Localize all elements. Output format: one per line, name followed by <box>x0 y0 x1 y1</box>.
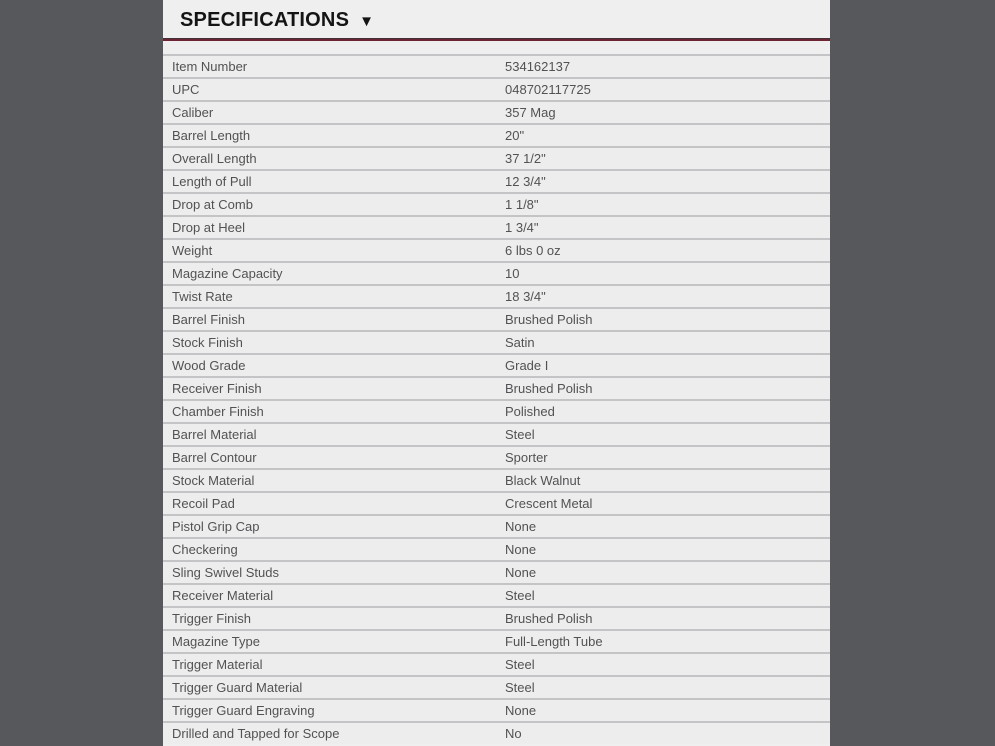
specifications-title: SPECIFICATIONS <box>180 9 350 31</box>
spec-row <box>163 399 830 422</box>
spec-value: 357 Mag <box>505 105 556 120</box>
spec-row <box>163 54 830 77</box>
spec-value: 18 3/4" <box>505 289 546 304</box>
spec-value: Steel <box>505 588 535 603</box>
spec-value: Satin <box>505 335 535 350</box>
spec-value: None <box>505 703 537 718</box>
spec-value: 6 lbs 0 oz <box>505 243 561 258</box>
spec-label: Recoil Pad <box>172 496 235 511</box>
spec-row <box>163 307 830 330</box>
spec-label: Trigger Material <box>172 657 263 672</box>
spec-row <box>163 123 830 146</box>
spec-row <box>163 146 830 169</box>
spec-row <box>163 560 830 583</box>
spec-label: Weight <box>172 243 213 258</box>
spec-row <box>163 606 830 629</box>
spec-label: Caliber <box>172 105 214 120</box>
spec-row <box>163 215 830 238</box>
spec-value: Steel <box>505 657 535 672</box>
spec-row <box>163 514 830 537</box>
spec-row <box>163 169 830 192</box>
spec-row <box>163 422 830 445</box>
spec-label: Barrel Finish <box>172 312 245 327</box>
spec-label: Pistol Grip Cap <box>172 519 260 534</box>
spec-value: Brushed Polish <box>505 312 593 327</box>
spec-value: No <box>505 726 522 741</box>
spec-label: Barrel Contour <box>172 450 257 465</box>
spec-value: Polished <box>505 404 555 419</box>
spec-label: Length of Pull <box>172 174 252 189</box>
specs-table <box>163 54 830 744</box>
spec-label: Wood Grade <box>172 358 246 373</box>
spec-label: Drilled and Tapped for Scope <box>172 726 340 741</box>
spec-value: None <box>505 519 537 534</box>
collapse-arrow-icon: ▼ <box>359 13 374 30</box>
spec-row <box>163 468 830 491</box>
spec-row <box>163 238 830 261</box>
spec-value: 20" <box>505 128 525 143</box>
spec-value: 048702117725 <box>505 82 591 97</box>
spec-label: Twist Rate <box>172 289 233 304</box>
spec-row <box>163 261 830 284</box>
spec-row <box>163 629 830 652</box>
spec-row <box>163 284 830 307</box>
spec-value: Steel <box>505 680 535 695</box>
spec-row <box>163 675 830 698</box>
spec-row <box>163 698 830 721</box>
spec-label: Receiver Finish <box>172 381 262 396</box>
spec-label: Item Number <box>172 59 248 74</box>
spec-label: Receiver Material <box>172 588 274 603</box>
specifications-section <box>163 0 830 746</box>
spec-label: Chamber Finish <box>172 404 264 419</box>
spec-label: Trigger Guard Engraving <box>172 703 315 718</box>
spec-row <box>163 652 830 675</box>
spec-value: Full-Length Tube <box>505 634 603 649</box>
spec-label: Barrel Material <box>172 427 257 442</box>
spec-label: Magazine Capacity <box>172 266 283 281</box>
spec-label: Magazine Type <box>172 634 260 649</box>
spec-label: Drop at Comb <box>172 197 253 212</box>
spec-row <box>163 445 830 468</box>
spec-value: 534162137 <box>505 59 571 74</box>
spec-value: 10 <box>505 266 520 281</box>
spec-value: 12 3/4" <box>505 174 546 189</box>
spec-value: Crescent Metal <box>505 496 593 511</box>
spec-label: Checkering <box>172 542 238 557</box>
spec-label: Trigger Finish <box>172 611 251 626</box>
spec-row <box>163 491 830 514</box>
spec-value: Grade I <box>505 358 549 373</box>
spec-value: Brushed Polish <box>505 381 593 396</box>
spec-row <box>163 376 830 399</box>
spec-row <box>163 330 830 353</box>
spec-label: Barrel Length <box>172 128 251 143</box>
spec-label: Overall Length <box>172 151 257 166</box>
spec-row <box>163 77 830 100</box>
accent-divider <box>163 38 830 41</box>
spec-row <box>163 721 830 744</box>
spec-label: Stock Material <box>172 473 255 488</box>
spec-value: None <box>505 565 537 580</box>
spec-label: UPC <box>172 82 200 97</box>
spec-value: Brushed Polish <box>505 611 593 626</box>
spec-row <box>163 192 830 215</box>
spec-label: Sling Swivel Studs <box>172 565 279 580</box>
spec-value: 1 1/8" <box>505 197 539 212</box>
spec-value: Black Walnut <box>505 473 581 488</box>
spec-label: Drop at Heel <box>172 220 245 235</box>
spec-value: Sporter <box>505 450 548 465</box>
spec-row <box>163 583 830 606</box>
spec-row <box>163 353 830 376</box>
spec-row <box>163 100 830 123</box>
spec-label: Trigger Guard Material <box>172 680 303 695</box>
spec-value: Steel <box>505 427 535 442</box>
spec-value: None <box>505 542 537 557</box>
spec-label: Stock Finish <box>172 335 243 350</box>
spec-value: 37 1/2" <box>505 151 546 166</box>
specifications-header[interactable] <box>163 0 830 38</box>
spec-row <box>163 537 830 560</box>
spec-value: 1 3/4" <box>505 220 539 235</box>
